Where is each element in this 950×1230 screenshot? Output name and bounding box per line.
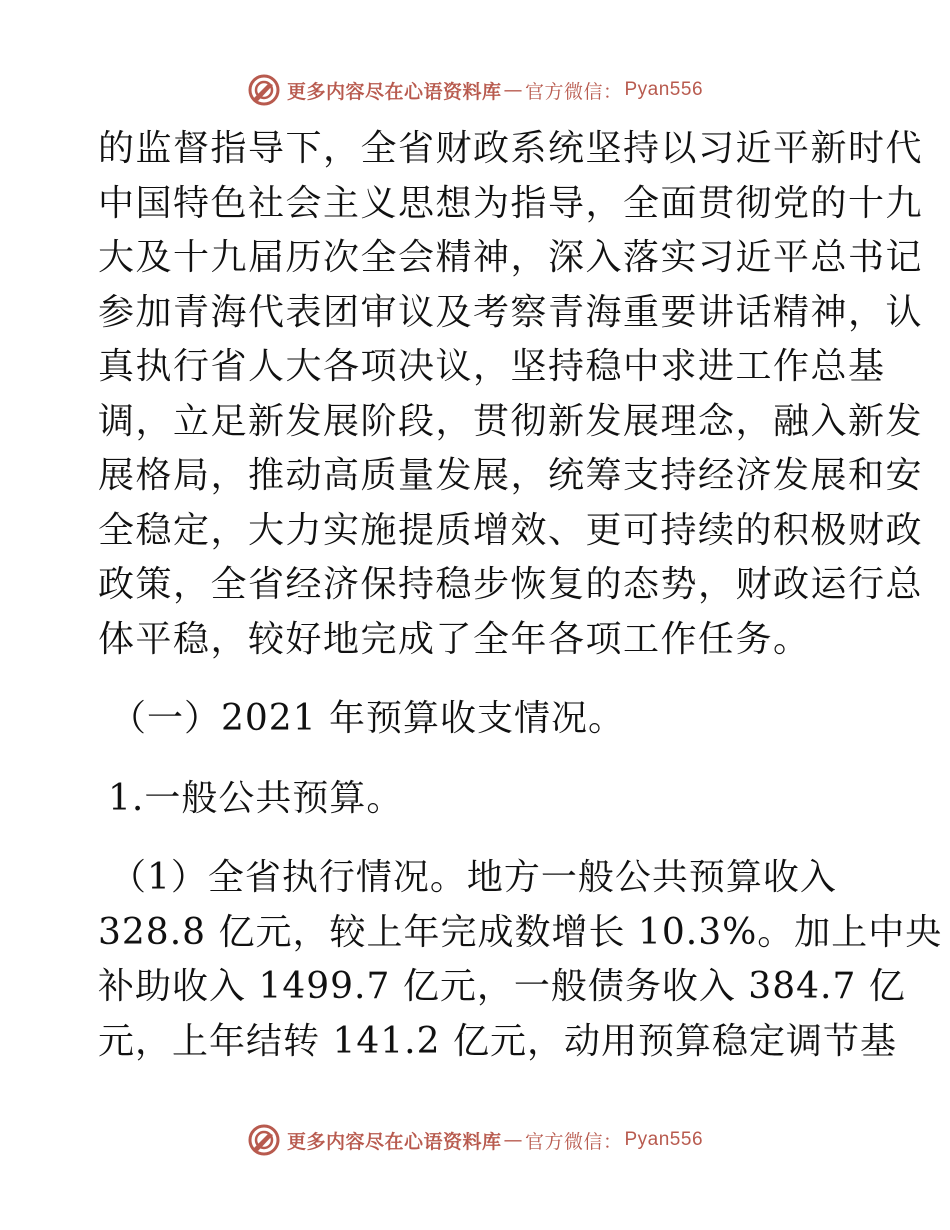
text-line: 调，立足新发展阶段，贯彻新发展理念，融入新发 [98, 400, 924, 442]
watermark-site-text: 更多内容尽在心语资料库 [286, 1130, 502, 1153]
text-line: 展格局，推动高质量发展，统筹支持经济发展和安 [98, 455, 924, 496]
text-line: 中国特色社会主义思想为指导，全面贯彻党的十九 [98, 182, 924, 224]
text-line: 全稳定，大力实施提质增效、更可持续的积极财政 [98, 509, 924, 551]
watermark-dash: — [503, 79, 523, 101]
watermark-official-label: 官方微信： [524, 1130, 623, 1153]
text-line: 的监督指导下，全省财政系统坚持以习近平新时代 [98, 128, 924, 169]
watermark-wechat-id: Pyan556 [624, 79, 704, 100]
watermark-dash: — [503, 1129, 523, 1151]
text-line: 真执行省人大各项决议，坚持稳中求进工作总基 [98, 346, 886, 387]
spacer [98, 747, 858, 772]
paragraph-2 [98, 851, 943, 1069]
subsection-heading: 1.一般公共预算。 [108, 777, 404, 819]
text-line: 元，上年结转 141.2 亿元，动用预算稳定调节基 [98, 1020, 897, 1062]
watermark-official-label: 官方微信： [524, 80, 623, 103]
watermark-wechat-id: Pyan556 [624, 1129, 704, 1150]
paragraph-1 [98, 122, 924, 667]
section-heading: （一）2021 年预算收支情况。 [110, 698, 626, 739]
text-line: 大及十九届历次全会精神，深入落实习近平总书记 [98, 237, 924, 278]
watermark-footer [0, 1120, 950, 1160]
text-line: （1）全省执行情况。地方一般公共预算收入 [110, 857, 837, 898]
watermark-header [0, 70, 950, 110]
text-line: 328.8 亿元，较上年完成数增长 10.3%。加上中央 [98, 911, 943, 953]
spacer [98, 826, 858, 851]
text-line: 体平稳，较好地完成了全年各项工作任务。 [98, 618, 811, 660]
spacer [98, 667, 858, 692]
watermark-logo-icon [247, 73, 281, 107]
watermark-site-text: 更多内容尽在心语资料库 [286, 80, 502, 103]
text-line: 参加青海代表团审议及考察青海重要讲话精神，认 [98, 291, 924, 333]
document-body [98, 122, 943, 1069]
watermark-logo-icon [247, 1123, 281, 1157]
text-line: 补助收入 1499.7 亿元，一般债务收入 384.7 亿 [98, 966, 906, 1007]
text-line: 政策，全省经济保持稳步恢复的态势，财政运行总 [98, 564, 924, 605]
